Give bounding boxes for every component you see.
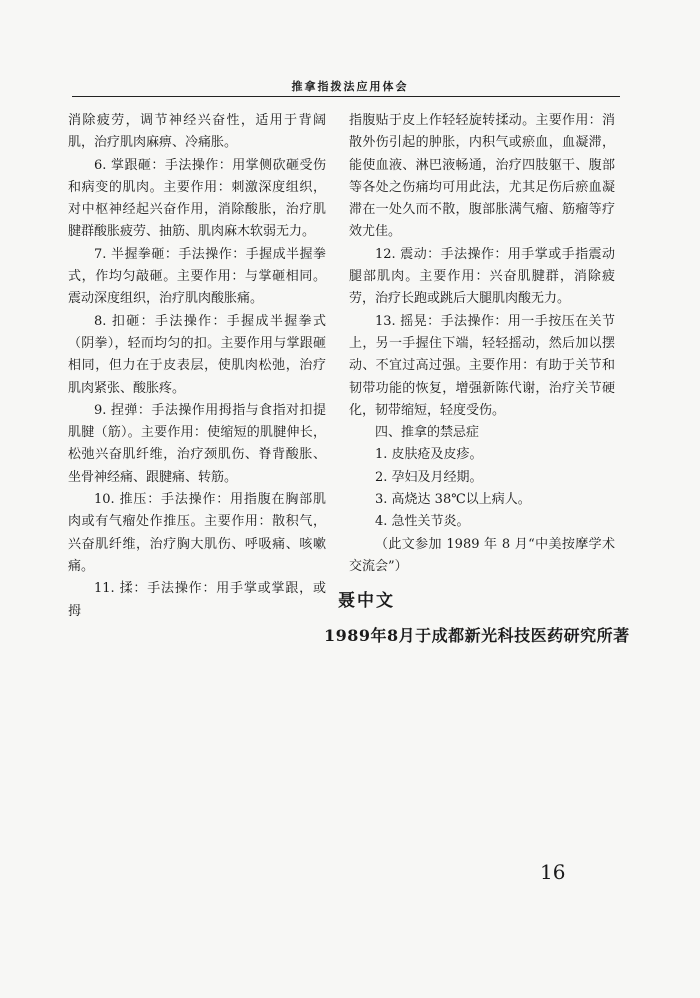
paragraph: 指腹贴于皮上作轻轻旋转揉动。主要作用：消散外伤引起的肿胀，内积气或瘀血，血凝滞，能使血液、淋巴液畅通，治疗四肢躯干、腹部等各处之伤痛均可用此法，尤其足伤后瘀血凝滞在一处久而不散，腹部胀满气瘤、筋瘤等疗效尤佳。 <box>349 113 615 240</box>
paragraph: 6. 掌跟砸：手法操作：用掌侧砍砸受伤和病变的肌肉。主要作用：刺激深度组织，对中枢神经起兴奋作用，消除酸胀，治疗肌腱群酸胀疲劳、抽筋、肌肉麻木软弱无力。 <box>68 157 326 240</box>
paragraph: 9. 捏弹：手法操作用拇指与食指对扣提肌腱（筋）。主要作用：使缩短的肌腱伸长，松弛兴奋肌纤维，治疗颈肌伤、脊背酸胀、坐骨神经痛、跟腱痛、转筋。 <box>68 402 326 485</box>
list-item: 1. 皮肤疮及皮疹。 <box>375 447 483 463</box>
paragraph: 7. 半握拳砸：手法操作：手握成半握拳式，作均匀敲砸。主要作用：与掌砸相同。震动深度组织，治疗肌肉酸胀痛。 <box>68 246 326 307</box>
page-number: 16 <box>540 860 566 884</box>
paragraph: 13. 摇晃：手法操作：用一手按压在关节上，另一手握住下端，轻轻摇动，然后加以摆动、不宜过高过强。主要作用：有助于关节和韧带功能的恢复，增强新陈代谢，治疗关节硬化，韧带缩短，轻度受伤。 <box>349 313 615 418</box>
paragraph: 11. 揉：手法操作：用手掌或掌跟，或拇 <box>68 581 326 619</box>
footnote: （此文参加 1989 年 8 月“中美按摩学术交流会”） <box>349 536 615 574</box>
list-item: 2. 孕妇及月经期。 <box>375 469 483 485</box>
right-column <box>349 110 615 578</box>
paragraph: 12. 震动：手法操作：用手掌或手指震动腿部肌肉。主要作用：兴奋肌腱群，消除疲劳，治疗长跑或跳后大腿肌肉酸无力。 <box>349 246 615 307</box>
paragraph: 8. 扣砸：手法操作：手握成半握拳式（阴拳），轻而均匀的扣。主要作用与掌跟砸相同，但力在于皮表层，使肌肉松弛，治疗肌肉紧张、酸胀疼。 <box>68 313 326 396</box>
author-name: 聂中文 <box>338 591 395 611</box>
paragraph: 消除疲劳，调节神经兴奋性，适用于背阔肌，治疗肌肉麻痹、冷痛胀。 <box>68 113 326 151</box>
running-header: 推拿指拨法应用体会 <box>291 80 409 93</box>
header-rule <box>72 96 620 97</box>
list-item: 4. 急性关节炎。 <box>375 514 470 530</box>
section-heading: 四、推拿的禁忌症 <box>375 425 480 441</box>
list-item: 3. 高烧达 38℃以上病人。 <box>375 492 531 508</box>
paragraph: 10. 推压：手法操作：用指腹在胸部肌肉或有气瘤处作推压。主要作用：散积气，兴奋肌纤维，治疗胸大肌伤、呼吸痛、咳嗽痛。 <box>68 492 326 574</box>
left-column <box>68 110 326 623</box>
signature-line: 1989年8月于成都新光科技医药研究所著 <box>324 626 630 645</box>
